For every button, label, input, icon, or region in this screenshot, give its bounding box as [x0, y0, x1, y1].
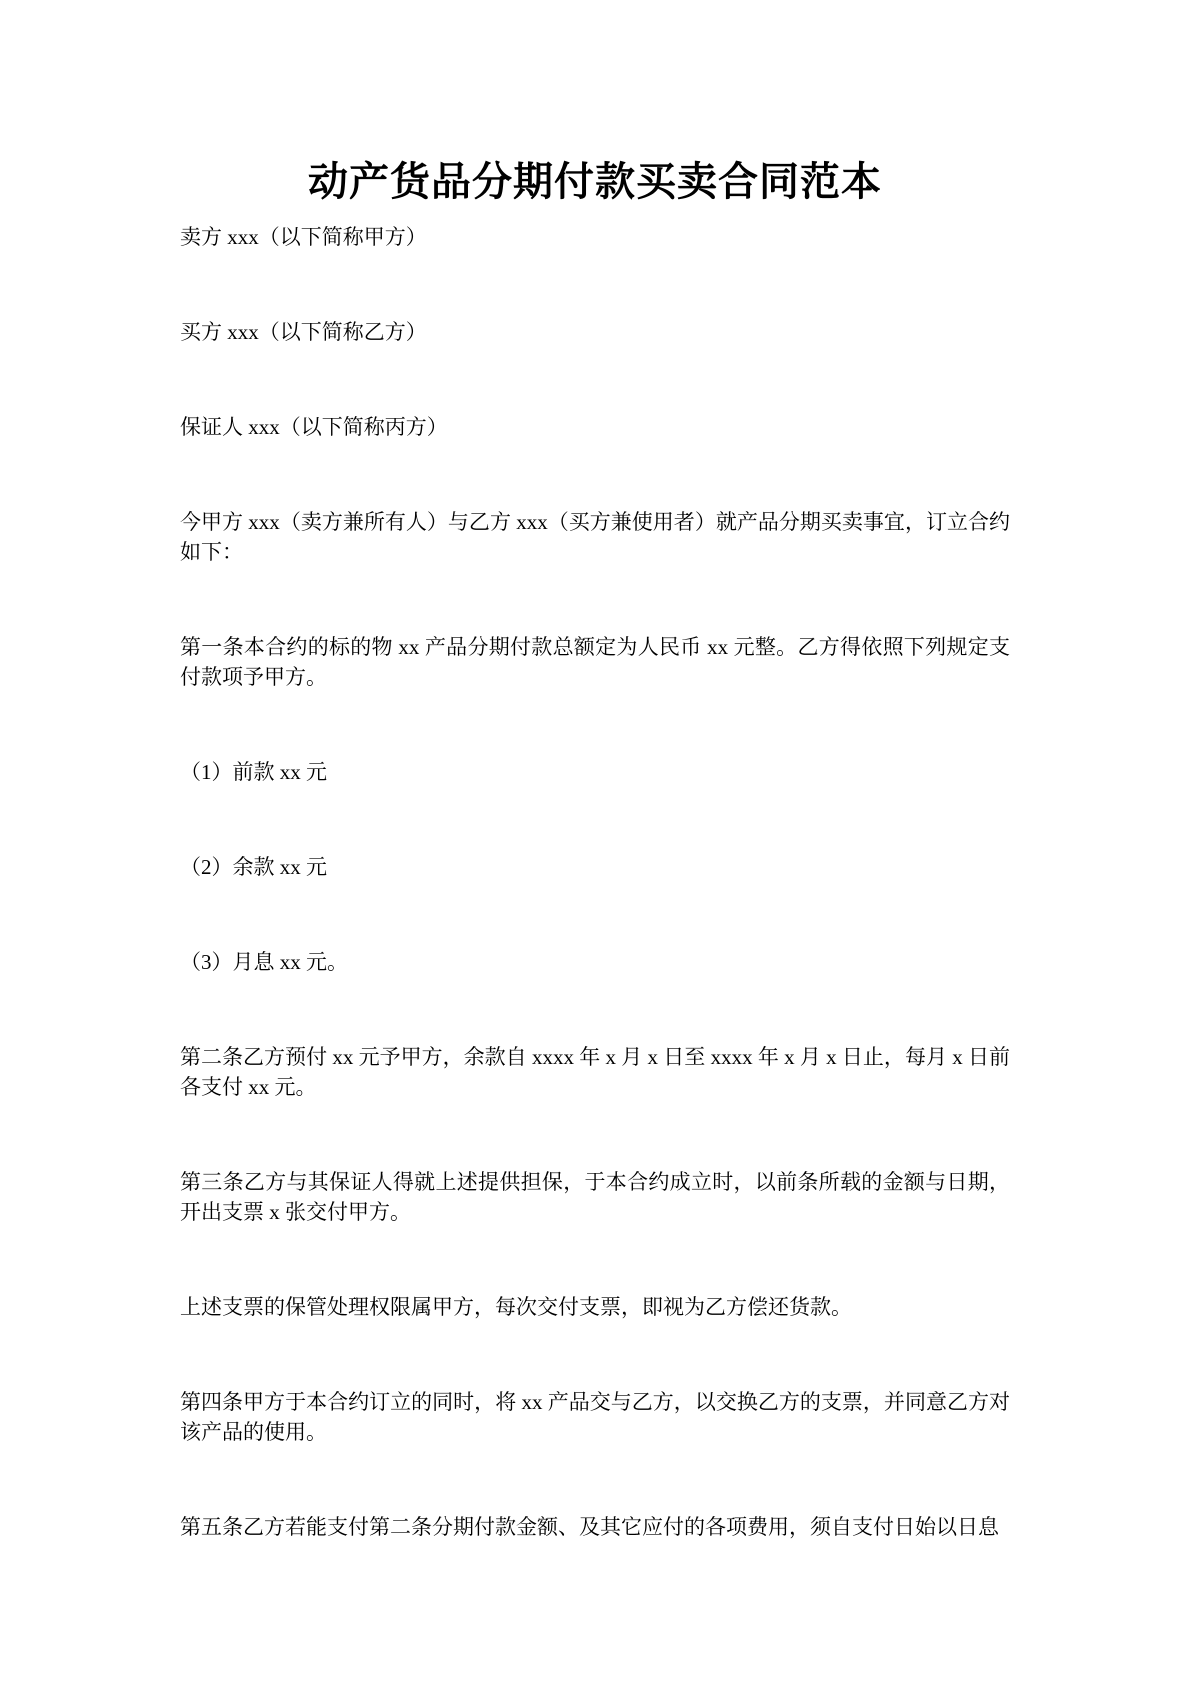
paragraph-preamble: 今甲方 xxx（卖方兼所有人）与乙方 xxx（买方兼使用者）就产品分期买卖事宜，订立合约如下：: [180, 510, 1010, 564]
paragraph-buyer: 买方 xxx（以下简称乙方）: [180, 320, 427, 344]
paragraph-item-2: （2）余款 xx 元: [180, 855, 327, 879]
paragraph-article-4: 第四条甲方于本合约订立的同时，将 xx 产品交与乙方，以交换乙方的支票，并同意乙方对该产品的使用。: [180, 1390, 1010, 1444]
paragraph-guarantor: 保证人 xxx（以下简称丙方）: [180, 415, 448, 439]
paragraph-article-5: 第五条乙方若能支付第二条分期付款金额、及其它应付的各项费用，须自支付日始以日息: [180, 1515, 999, 1539]
paragraph-seller: 卖方 xxx（以下简称甲方）: [180, 225, 427, 249]
paragraph-cheque-note: 上述支票的保管处理权限属甲方，每次交付支票，即视为乙方偿还货款。: [180, 1295, 852, 1319]
paragraph-item-1: （1）前款 xx 元: [180, 760, 327, 784]
document-title: 动产货品分期付款买卖合同范本: [308, 159, 882, 204]
paragraph-article-3: 第三条乙方与其保证人得就上述提供担保，于本合约成立时，以前条所载的金额与日期，开出支票 x 张交付甲方。: [180, 1170, 1010, 1224]
paragraph-item-3: （3）月息 xx 元。: [180, 950, 348, 974]
paragraph-article-2: 第二条乙方预付 xx 元予甲方，余款自 xxxx 年 x 月 x 日至 xxxx 年 x 月 x 日止，每月 x 日前各支付 xx 元。: [180, 1045, 1010, 1099]
paragraph-article-1: 第一条本合约的标的物 xx 产品分期付款总额定为人民币 xx 元整。乙方得依照下列规定支付款项予甲方。: [180, 635, 1010, 689]
